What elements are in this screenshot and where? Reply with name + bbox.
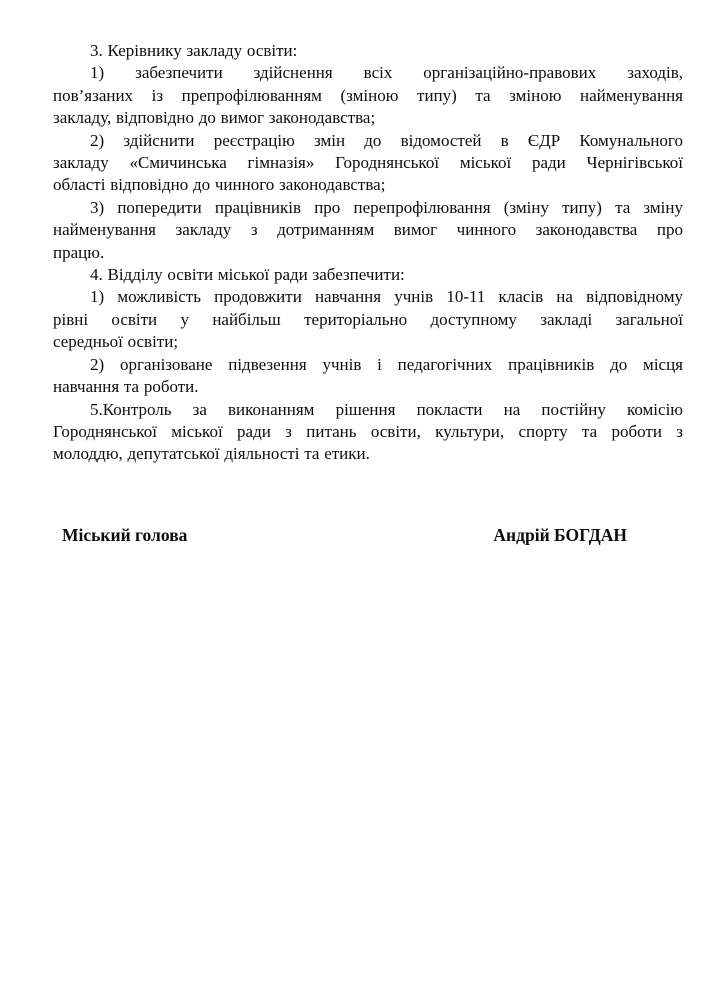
body-line: закладу «Смичинська гімназія» Городнянської міської ради Чернігівської xyxy=(53,153,683,173)
body-line: молоддю, депутатської діяльності та етики. xyxy=(53,444,370,464)
body-line: рівні освіти у найбільш територіально доступному закладі загальної xyxy=(53,309,683,329)
body-line: найменування закладу з дотриманням вимог чинного законодавства про xyxy=(53,220,683,240)
body-line: працю. xyxy=(53,242,105,262)
body-line: 1) забезпечити здійснення всіх організаційно-правових заходів, xyxy=(90,63,683,83)
signatory-title: Міський голова xyxy=(62,525,188,545)
signature-row xyxy=(53,524,683,546)
body-line: середньої освіти; xyxy=(53,332,179,352)
body-line: 4. Відділу освіти міської ради забезпечити: xyxy=(90,265,405,285)
body-line: пов’язаних із препрофілюванням (зміною типу) та зміною найменування xyxy=(53,85,683,105)
body-line: 2) здійснити реєстрацію змін до відомостей в ЄДР Комунального xyxy=(90,130,683,150)
body-line: 2) організоване підвезення учнів і педагогічних працівників до місця xyxy=(90,354,683,374)
signatory-name: Андрій БОГДАН xyxy=(493,525,627,545)
body-line: області відповідно до чинного законодавства; xyxy=(53,175,386,195)
body-line: 3. Керівнику закладу освіти: xyxy=(90,41,298,60)
document-body xyxy=(53,40,683,466)
body-line: закладу, відповідно до вимог законодавства; xyxy=(53,108,376,128)
body-line: 3) попередити працівників про перепрофілювання (зміну типу) та зміну xyxy=(90,197,683,217)
body-line: 1) можливість продовжити навчання учнів 10-11 класів на відповідному xyxy=(90,287,683,307)
body-line: навчання та роботи. xyxy=(53,377,199,397)
body-line: 5.Контроль за виконанням рішення покласти на постійну комісію xyxy=(90,399,683,419)
body-line: Городнянської міської ради з питань освіти, культури, спорту та роботи з xyxy=(53,421,683,441)
